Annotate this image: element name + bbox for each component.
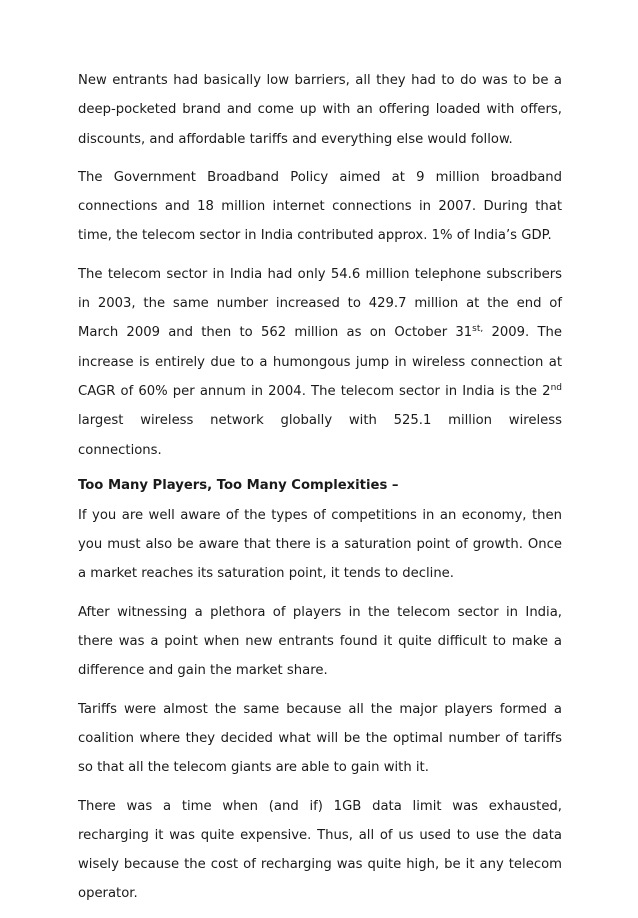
subscribers-text-part-1: The telecom sector in India had only 54.6 million telephone subscribers in 2003, the same number increased to 429.7 million at the end of March 2009 and then to 562 million as on October 31	[78, 266, 562, 341]
ordinal-superscript-st: st,	[472, 324, 484, 335]
paragraph-tariffs-coalition: Tariffs were almost the same because all the major players formed a coalition where they decided what will be the optimal number of tariffs so that all the telecom giants are able to gain with it.	[78, 701, 562, 776]
paragraph-plethora-of-players: After witnessing a plethora of players in the telecom sector in India, there was a point when new entrants found it quite difficult to make a difference and gain the market share.	[78, 604, 562, 679]
paragraph-data-recharging: There was a time when (and if) 1GB data limit was exhausted, recharging it was quite expensive. Thus, all of us used to use the data wisely because the cost of recharging was quite high, be it any telecom operator.	[78, 798, 562, 902]
document-page	[78, 66, 562, 918]
paragraph-broadband-policy: The Government Broadband Policy aimed at 9 million broadband connections and 18 million internet connections in 2007. During that time, the telecom sector in India contributed approx. 1% of India’s GDP.	[78, 169, 562, 244]
subscribers-text-part-3: largest wireless network globally with 525.1 million wireless connections.	[78, 413, 562, 458]
paragraph-new-entrants: New entrants had basically low barriers, all they had to do was to be a deep-pocketed brand and come up with an offering loaded with offers, discounts, and affordable tariffs and everything else would follow.	[78, 73, 562, 147]
paragraph-telecom-subscribers	[78, 260, 562, 465]
section-heading: Too Many Players, Too Many Complexities –	[78, 477, 399, 493]
paragraph-saturation-point: If you are well aware of the types of competitions in an economy, then you must also be aware that there is a saturation point of growth. Once a market reaches its saturation point, it tends to decline.	[78, 507, 562, 582]
ordinal-superscript-nd: nd	[550, 382, 562, 393]
subscribers-text-part-2: 2009. The increase is entirely due to a humongous jump in wireless connection at CAGR of 60% per annum in 2004. The telecom sector in India is the 2	[78, 325, 562, 399]
